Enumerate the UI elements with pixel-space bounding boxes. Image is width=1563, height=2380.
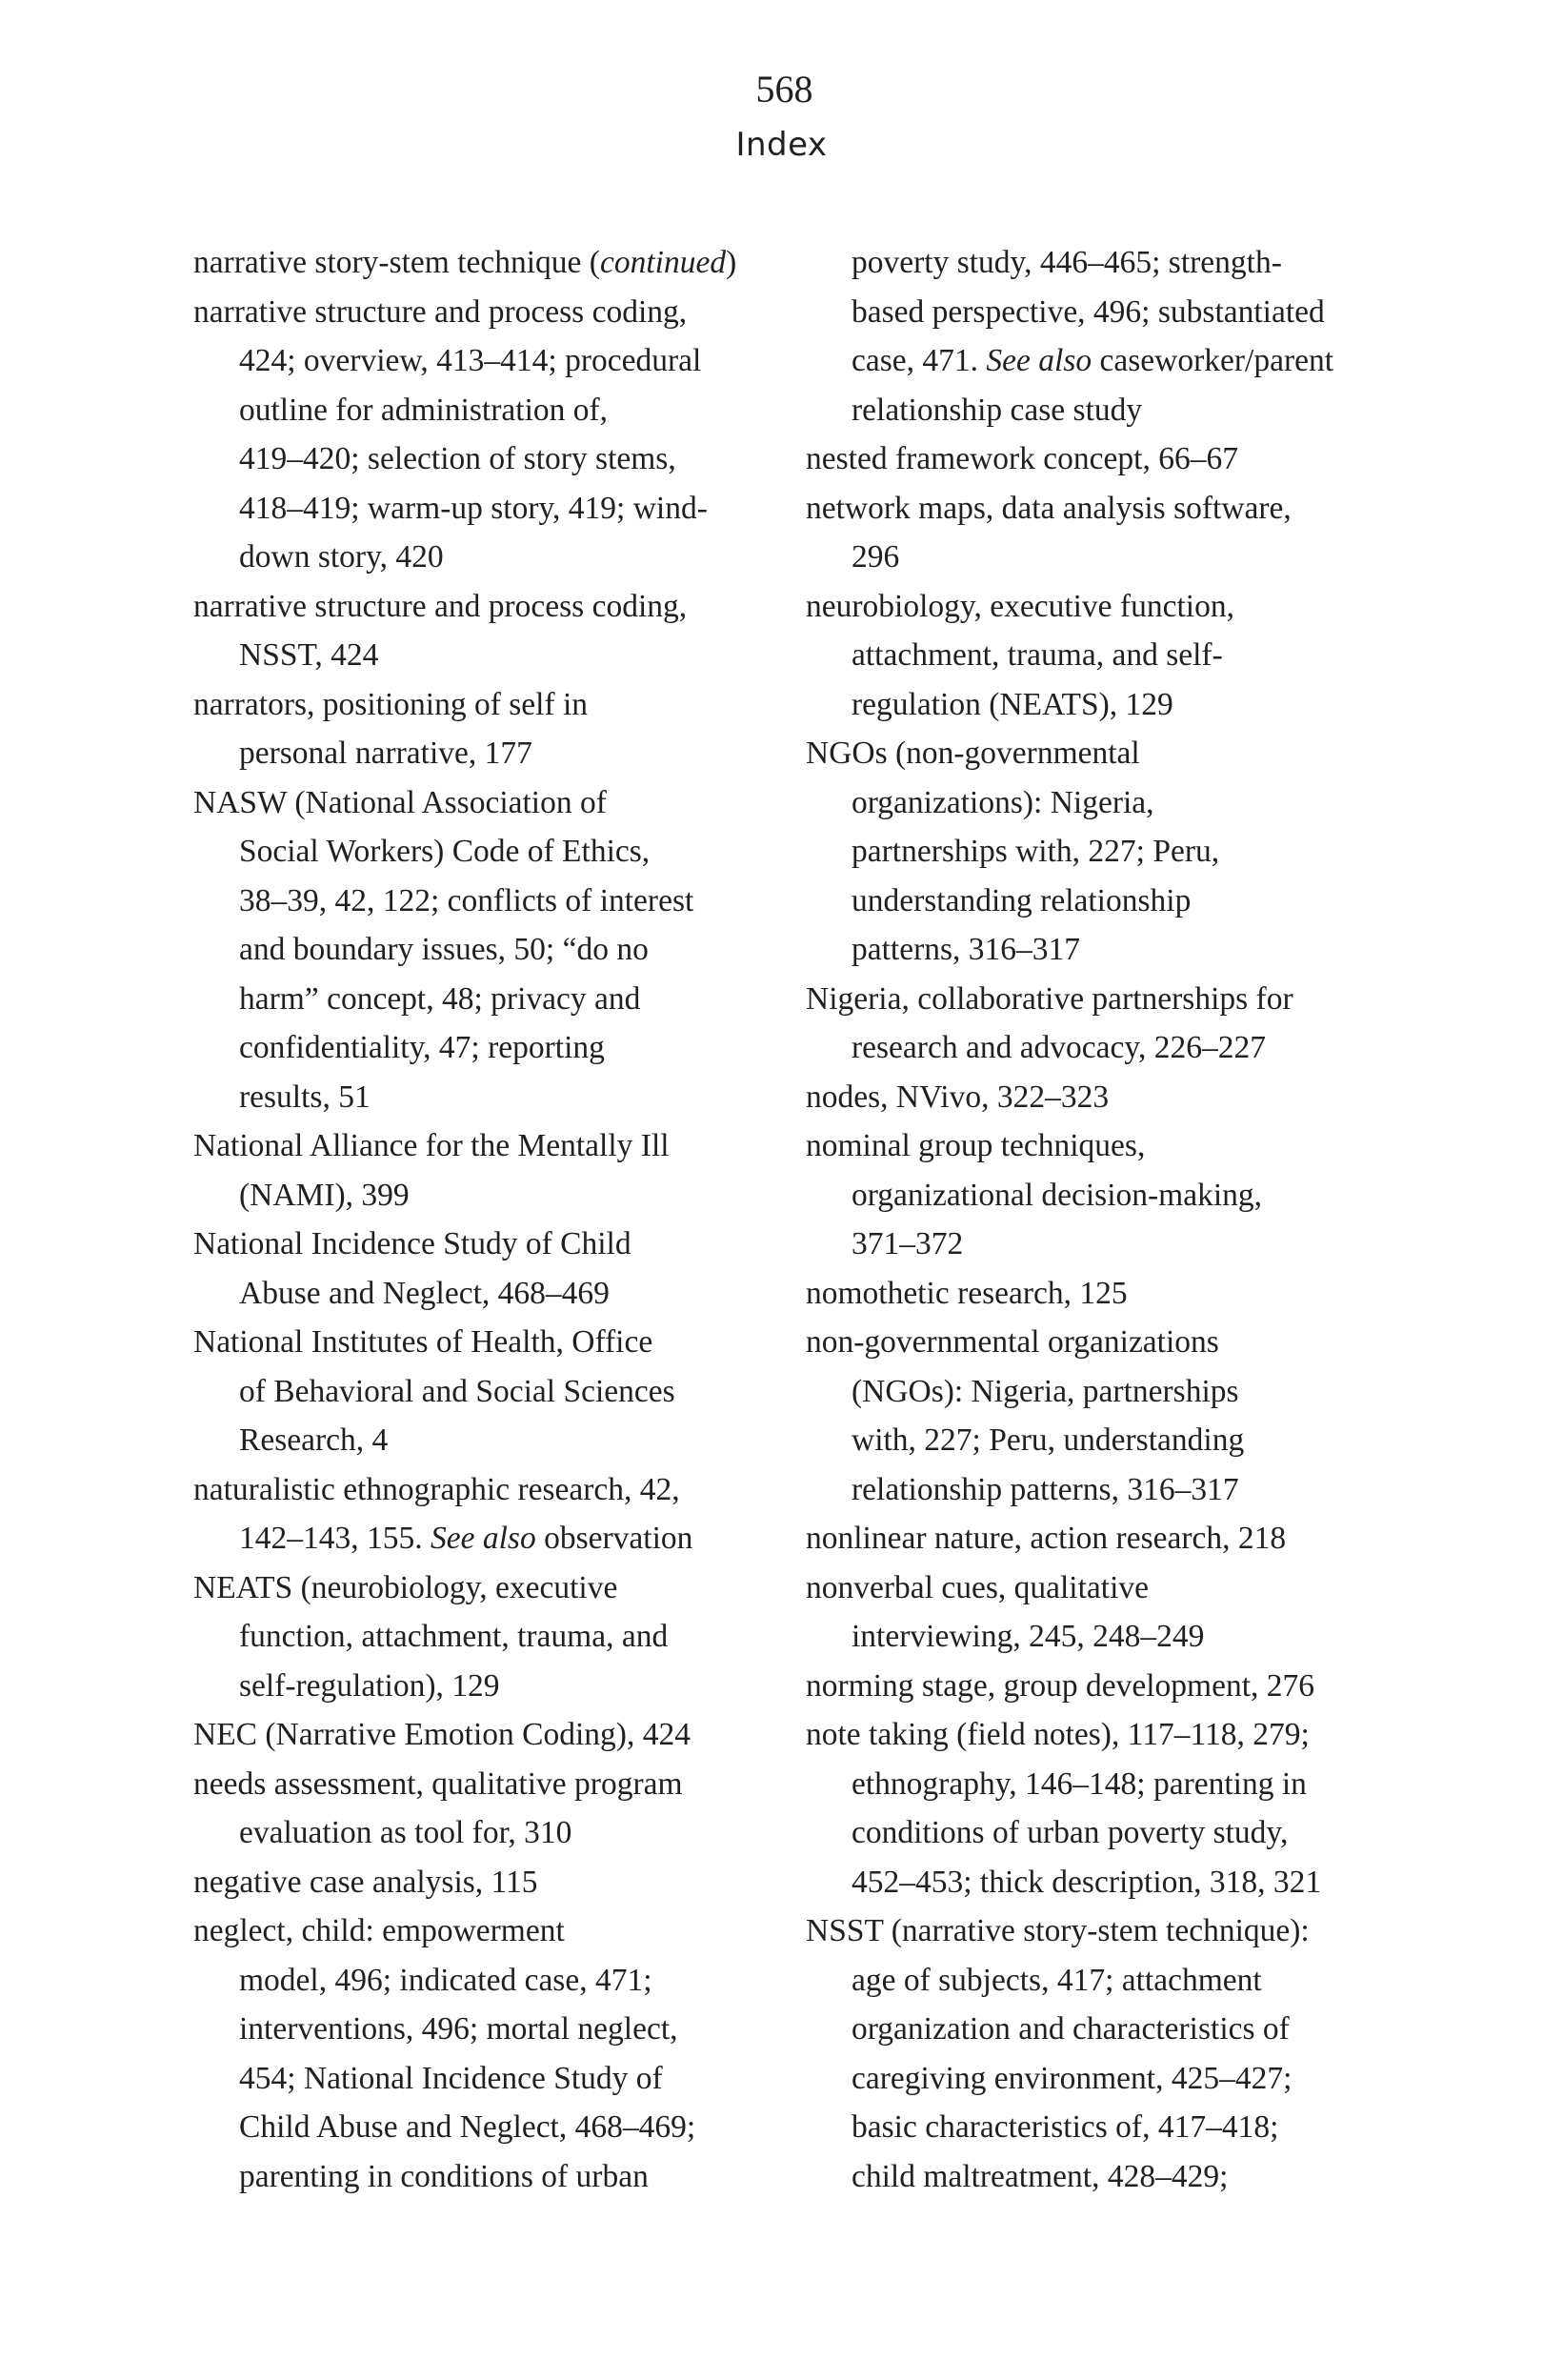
entry-text: model, 496; indicated case, 471; bbox=[239, 1962, 652, 1998]
entry-text: 371–372 bbox=[852, 1226, 964, 1261]
entry-text: Abuse and Neglect, 468–469 bbox=[239, 1275, 610, 1311]
index-entry-line bbox=[806, 1906, 1396, 1956]
entry-text: Child Abuse and Neglect, 468–469; bbox=[239, 2109, 696, 2145]
entry-text: narrative structure and process coding, bbox=[193, 293, 688, 330]
entry-text: 454; National Incidence Study of bbox=[239, 2060, 663, 2096]
index-subentry-line bbox=[806, 1760, 1396, 1809]
entry-text: down story, 420 bbox=[239, 539, 444, 575]
entry-text: NEC (Narrative Emotion Coding), 424 bbox=[193, 1717, 691, 1752]
index-entry-line bbox=[193, 582, 784, 632]
index-subentry-line bbox=[193, 1023, 784, 1073]
entry-text: relationship case study bbox=[852, 392, 1143, 428]
italic-text: See also bbox=[986, 343, 1092, 378]
index-subentry-line bbox=[193, 631, 784, 680]
index-subentry-line bbox=[806, 2054, 1396, 2104]
index-entry-line bbox=[193, 1710, 784, 1760]
index-subentry-line bbox=[806, 1416, 1396, 1465]
entry-text: results, 51 bbox=[239, 1079, 371, 1115]
index-entry-line bbox=[806, 484, 1396, 534]
entry-text: negative case analysis, 115 bbox=[193, 1864, 538, 1900]
entry-text: neglect, child: empowerment bbox=[193, 1913, 565, 1948]
entry-text: caseworker/parent bbox=[1092, 343, 1334, 378]
entry-text: with, 227; Peru, understanding bbox=[852, 1422, 1245, 1458]
entry-text: patterns, 316–317 bbox=[852, 932, 1081, 967]
index-subentry-line bbox=[806, 2152, 1396, 2202]
index-entry-line bbox=[806, 1514, 1396, 1563]
index-subentry-line bbox=[193, 827, 784, 877]
entry-text: 452–453; thick description, 318, 321 bbox=[852, 1864, 1322, 1900]
entry-text: conditions of urban poverty study, bbox=[852, 1815, 1289, 1850]
index-subentry-line bbox=[193, 729, 784, 778]
entry-text: ethnography, 146–148; parenting in bbox=[852, 1765, 1307, 1802]
index-entry-line bbox=[193, 778, 784, 828]
entry-text: personal narrative, 177 bbox=[239, 736, 532, 771]
index-subentry-line bbox=[806, 1808, 1396, 1858]
entry-text: relationship patterns, 316–317 bbox=[852, 1471, 1239, 1507]
index-subentry-line bbox=[806, 288, 1396, 337]
index-entry-line bbox=[193, 680, 784, 730]
entry-text: case, 471. bbox=[852, 343, 987, 378]
index-entry-line bbox=[193, 1121, 784, 1171]
index-subentry-line bbox=[806, 1956, 1396, 2006]
index-subentry-line bbox=[806, 680, 1396, 730]
index-entry-line bbox=[193, 1220, 784, 1269]
index-entry-line bbox=[806, 1318, 1396, 1367]
index-column-right bbox=[806, 238, 1396, 2201]
entry-text: needs assessment, qualitative program bbox=[193, 1765, 683, 1802]
entry-text: of Behavioral and Social Sciences bbox=[239, 1373, 675, 1409]
index-entry-line bbox=[806, 1710, 1396, 1760]
entry-text: norming stage, group development, 276 bbox=[806, 1667, 1315, 1704]
entry-text: nominal group techniques, bbox=[806, 1128, 1146, 1163]
entry-text: child maltreatment, 428–429; bbox=[852, 2158, 1229, 2194]
entry-text: nomothetic research, 125 bbox=[806, 1275, 1128, 1311]
entry-text: based perspective, 496; substantiated bbox=[852, 293, 1325, 330]
entry-text: 142–143, 155. bbox=[239, 1521, 431, 1556]
entry-text: interventions, 496; mortal neglect, bbox=[239, 2011, 678, 2047]
index-subentry-line bbox=[193, 2054, 784, 2104]
entry-text: organizational decision-making, bbox=[852, 1177, 1263, 1213]
entry-text: NSST (narrative story-stem technique): bbox=[806, 1913, 1310, 1948]
entry-text: narrative structure and process coding, bbox=[193, 588, 688, 624]
index-subentry-line bbox=[806, 1171, 1396, 1220]
entry-text: basic characteristics of, 417–418; bbox=[852, 2109, 1279, 2145]
entry-text: (NGOs): Nigeria, partnerships bbox=[852, 1373, 1239, 1409]
running-head: Index bbox=[735, 126, 828, 164]
entry-text: NSST, 424 bbox=[239, 637, 379, 673]
entry-text: National Incidence Study of Child bbox=[193, 1226, 631, 1261]
entry-text: research and advocacy, 226–227 bbox=[852, 1030, 1266, 1065]
index-subentry-line bbox=[193, 1367, 784, 1417]
entry-text: narrative story-stem technique ( bbox=[193, 245, 600, 280]
entry-text: National Alliance for the Mentally Ill bbox=[193, 1128, 670, 1163]
entry-text: National Institutes of Health, Office bbox=[193, 1324, 653, 1360]
entry-text: parenting in conditions of urban bbox=[239, 2158, 649, 2194]
index-subentry-line bbox=[806, 2005, 1396, 2054]
index-subentry-line bbox=[806, 1367, 1396, 1417]
entry-text: 424; overview, 413–414; procedural bbox=[239, 343, 702, 378]
entry-text: 38–39, 42, 122; conflicts of interest bbox=[239, 882, 694, 918]
entry-text: age of subjects, 417; attachment bbox=[852, 1962, 1262, 1998]
index-entry-line bbox=[806, 1073, 1396, 1122]
entry-text: organizations): Nigeria, bbox=[852, 784, 1154, 820]
index-entry-line bbox=[193, 1858, 784, 1907]
entry-text: 296 bbox=[852, 539, 900, 575]
entry-text: Research, 4 bbox=[239, 1422, 389, 1458]
entry-text: understanding relationship bbox=[852, 882, 1192, 918]
entry-text: nonverbal cues, qualitative bbox=[806, 1569, 1149, 1605]
entry-text: ) bbox=[726, 245, 737, 280]
index-subentry-line bbox=[193, 975, 784, 1024]
italic-text: See also bbox=[431, 1521, 536, 1556]
index-subentry-line bbox=[193, 1073, 784, 1122]
entry-text: NEATS (neurobiology, executive bbox=[193, 1569, 618, 1605]
index-subentry-line bbox=[193, 2103, 784, 2152]
index-column-left bbox=[193, 238, 784, 2201]
index-subentry-line bbox=[806, 238, 1396, 288]
entry-text: harm” concept, 48; privacy and bbox=[239, 980, 641, 1017]
index-subentry-line bbox=[806, 1220, 1396, 1269]
index-entry-line bbox=[193, 1563, 784, 1613]
index-entry-line bbox=[193, 238, 784, 288]
index-subentry-line bbox=[806, 533, 1396, 582]
entry-text: network maps, data analysis software, bbox=[806, 490, 1292, 526]
entry-text: function, attachment, trauma, and bbox=[239, 1619, 669, 1654]
index-subentry-line bbox=[193, 533, 784, 582]
entry-text: self-regulation), 129 bbox=[239, 1667, 500, 1704]
entry-text: regulation (NEATS), 129 bbox=[852, 686, 1173, 722]
index-entry-line bbox=[806, 975, 1396, 1024]
index-subentry-line bbox=[806, 2103, 1396, 2152]
entry-text: evaluation as tool for, 310 bbox=[239, 1815, 572, 1850]
index-subentry-line bbox=[193, 1956, 784, 2006]
index-entry-line bbox=[193, 288, 784, 337]
index-subentry-line bbox=[193, 877, 784, 926]
entry-text: interviewing, 245, 248–249 bbox=[852, 1619, 1205, 1654]
entry-text: Social Workers) Code of Ethics, bbox=[239, 834, 651, 869]
index-subentry-line bbox=[193, 1808, 784, 1858]
page-number: 568 bbox=[755, 68, 813, 111]
index-subentry-line bbox=[193, 434, 784, 484]
index-subentry-line bbox=[806, 386, 1396, 435]
index-subentry-line bbox=[806, 1465, 1396, 1515]
entry-text: outline for administration of, bbox=[239, 392, 609, 428]
index-subentry-line bbox=[806, 778, 1396, 828]
entry-text: naturalistic ethnographic research, 42, bbox=[193, 1471, 680, 1507]
index-subentry-line bbox=[806, 877, 1396, 926]
entry-text: 418–419; warm-up story, 419; wind- bbox=[239, 490, 708, 526]
index-entry-line bbox=[806, 1269, 1396, 1319]
index-entry-line bbox=[806, 1662, 1396, 1711]
index-subentry-line bbox=[806, 1858, 1396, 1907]
entry-text: narrators, positioning of self in bbox=[193, 686, 589, 722]
index-entry-line bbox=[806, 729, 1396, 778]
index-subentry-line bbox=[193, 484, 784, 534]
index-subentry-line bbox=[193, 2005, 784, 2054]
index-subentry-line bbox=[193, 2152, 784, 2202]
index-subentry-line bbox=[806, 1023, 1396, 1073]
entry-text: NASW (National Association of bbox=[193, 784, 607, 820]
index-subentry-line bbox=[806, 827, 1396, 877]
entry-text: (NAMI), 399 bbox=[239, 1177, 410, 1213]
italic-text: continued bbox=[599, 245, 727, 280]
entry-text: partnerships with, 227; Peru, bbox=[852, 834, 1220, 869]
entry-text: 419–420; selection of story stems, bbox=[239, 441, 676, 476]
entry-text: NGOs (non-governmental bbox=[806, 736, 1140, 771]
entry-text: nested framework concept, 66–67 bbox=[806, 441, 1238, 476]
index-subentry-line bbox=[806, 336, 1396, 386]
index-subentry-line bbox=[193, 1662, 784, 1711]
index-subentry-line bbox=[193, 336, 784, 386]
entry-text: non-governmental organizations bbox=[806, 1324, 1219, 1360]
entry-text: attachment, trauma, and self- bbox=[852, 637, 1223, 673]
index-entry-line bbox=[806, 582, 1396, 632]
entry-text: poverty study, 446–465; strength- bbox=[852, 245, 1282, 280]
index-subentry-line bbox=[806, 1612, 1396, 1662]
index-entry-line bbox=[806, 1563, 1396, 1613]
index-entry-line bbox=[193, 1760, 784, 1809]
entry-text: neurobiology, executive function, bbox=[806, 588, 1234, 624]
index-subentry-line bbox=[193, 1612, 784, 1662]
index-entry-line bbox=[193, 1318, 784, 1367]
index-subentry-line bbox=[806, 925, 1396, 975]
entry-text: note taking (field notes), 117–118, 279; bbox=[806, 1717, 1310, 1752]
index-subentry-line bbox=[193, 386, 784, 435]
entry-text: caregiving environment, 425–427; bbox=[852, 2060, 1292, 2096]
index-subentry-line bbox=[806, 631, 1396, 680]
entry-text: confidentiality, 47; reporting bbox=[239, 1030, 605, 1065]
index-subentry-line bbox=[193, 1416, 784, 1465]
index-subentry-line bbox=[193, 1514, 784, 1563]
index-subentry-line bbox=[193, 1171, 784, 1220]
entry-text: nodes, NVivo, 322–323 bbox=[806, 1079, 1110, 1115]
index-entry-line bbox=[193, 1465, 784, 1515]
index-entry-line bbox=[806, 434, 1396, 484]
entry-text: and boundary issues, 50; “do no bbox=[239, 932, 649, 967]
entry-text: Nigeria, collaborative partnerships for bbox=[806, 980, 1293, 1017]
entry-text: organization and characteristics of bbox=[852, 2011, 1290, 2047]
entry-text: nonlinear nature, action research, 218 bbox=[806, 1521, 1287, 1556]
entry-text: observation bbox=[535, 1521, 693, 1556]
index-entry-line bbox=[806, 1121, 1396, 1171]
index-subentry-line bbox=[193, 925, 784, 975]
index-subentry-line bbox=[193, 1269, 784, 1319]
index-entry-line bbox=[193, 1906, 784, 1956]
